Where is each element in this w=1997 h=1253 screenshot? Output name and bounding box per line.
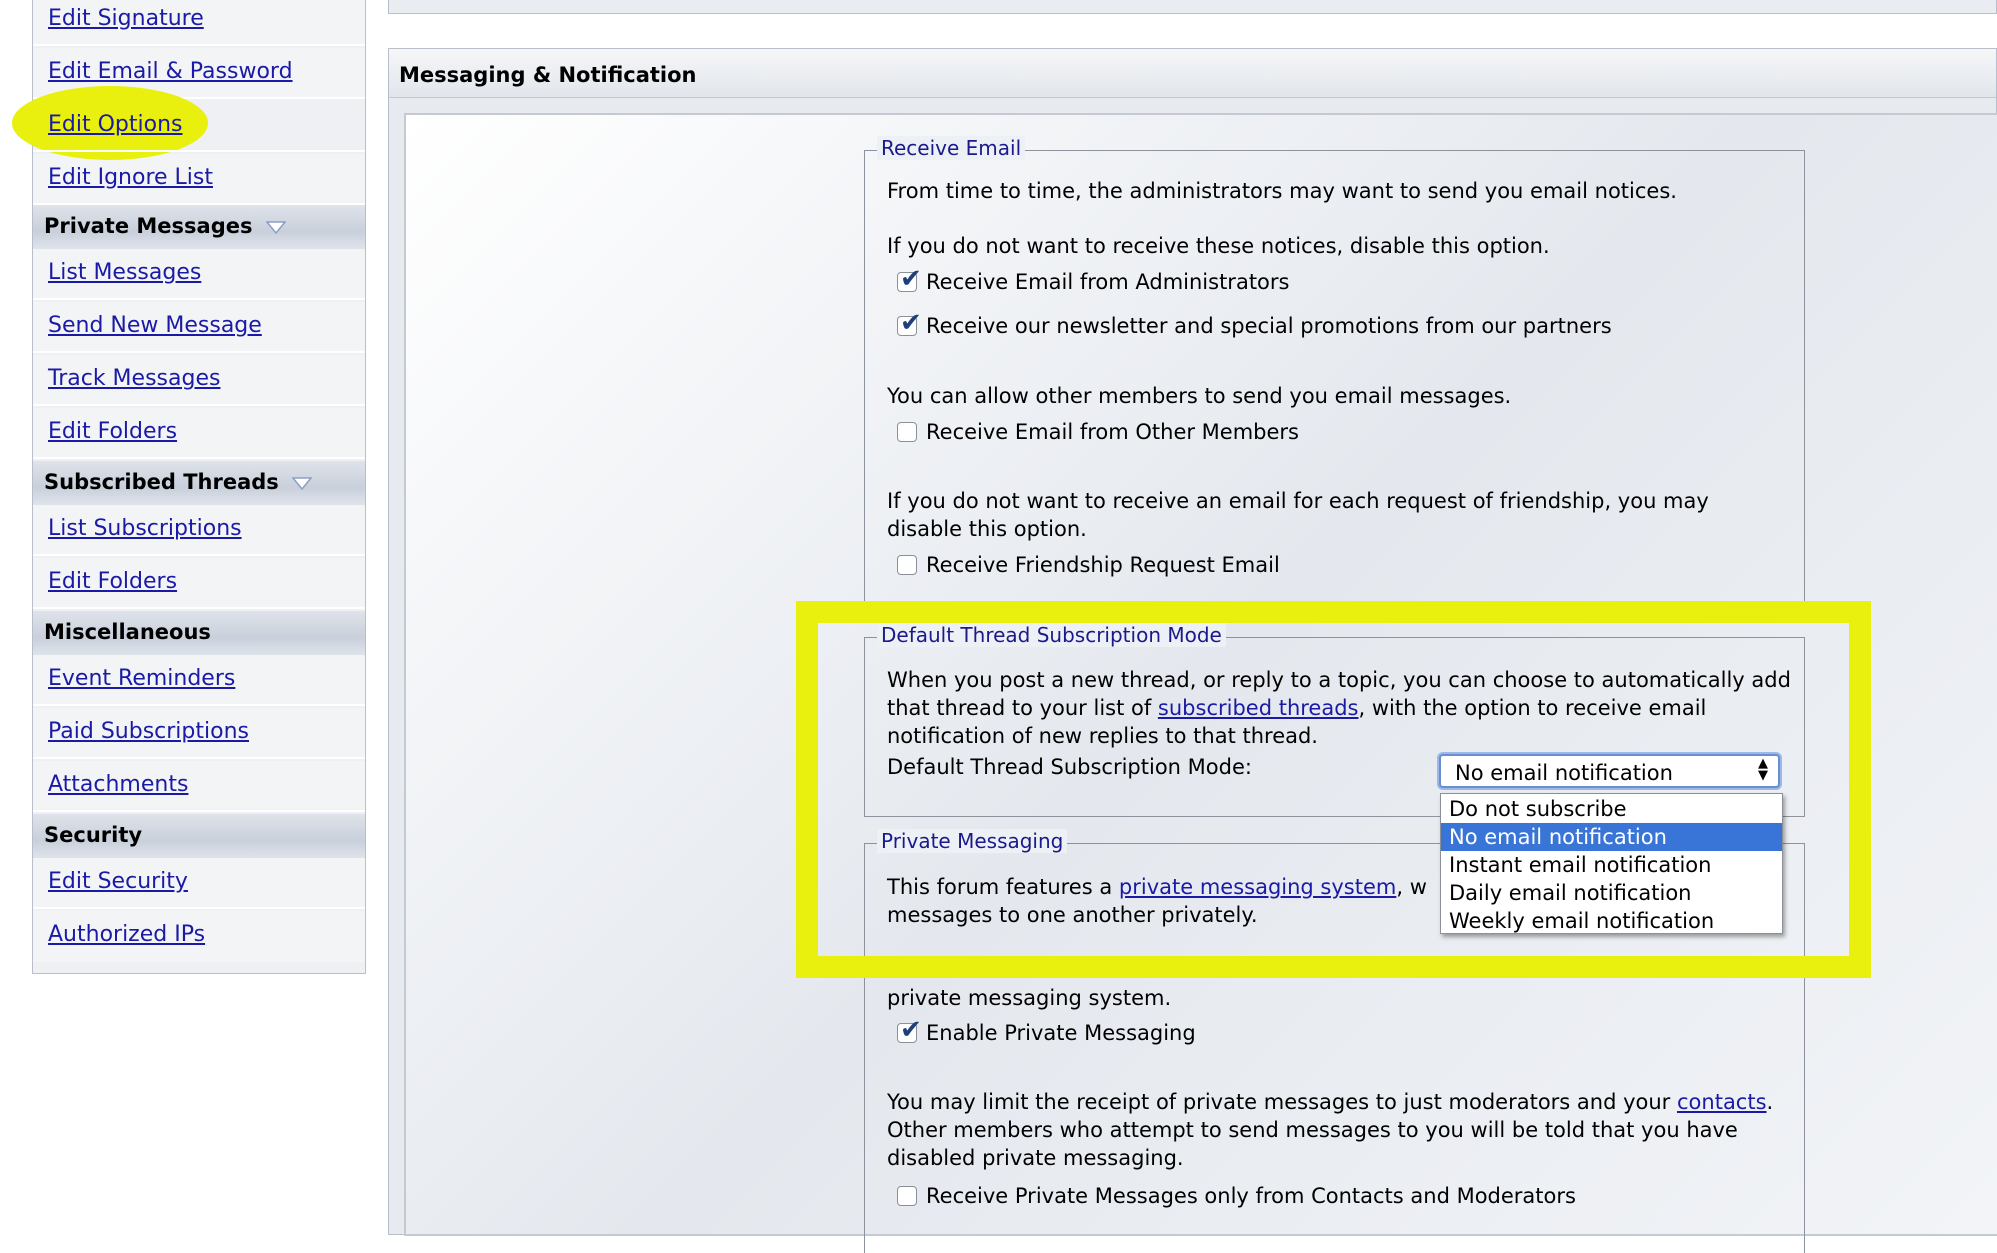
pm-text-after: , w bbox=[1396, 875, 1427, 899]
sidebar-item-edit-folders-2[interactable] bbox=[33, 558, 365, 609]
thread-mode-field-label: Default Thread Subscription Mode: bbox=[887, 755, 1252, 779]
sidebar-item-paid-subscriptions[interactable] bbox=[33, 708, 365, 759]
checkbox-label[interactable]: Receive Email from Other Members bbox=[926, 420, 1299, 444]
option-weekly-email-notification[interactable]: Weekly email notification bbox=[1449, 909, 1715, 933]
checkbox-row-newsletter[interactable] bbox=[897, 308, 1612, 338]
pm-limit-before: You may limit the receipt of private messages to just moderators and your bbox=[887, 1090, 1677, 1114]
pm-text-before: This forum features a bbox=[887, 875, 1119, 899]
check-icon: ✔ bbox=[900, 308, 922, 338]
checkbox-members[interactable] bbox=[897, 422, 917, 442]
thread-mode-description bbox=[887, 666, 1797, 750]
checkbox-enable-pm[interactable] bbox=[897, 1015, 922, 1045]
sidebar-item-track-messages[interactable] bbox=[33, 355, 365, 406]
sidebar-item-edit-options[interactable] bbox=[33, 101, 365, 152]
top-panel-edge bbox=[388, 0, 1997, 14]
check-icon: ✔ bbox=[900, 1015, 922, 1045]
checkbox-row-admin[interactable] bbox=[897, 264, 1290, 294]
receive-email-disable-note: If you do not want to receive these notices, disable this option. bbox=[887, 234, 1550, 258]
private-messaging-system-note: private messaging system. bbox=[887, 986, 1172, 1010]
legend-thread-mode: Default Thread Subscription Mode bbox=[877, 623, 1226, 647]
checkbox-label[interactable]: Receive our newsletter and special promotions from our partners bbox=[926, 314, 1612, 338]
sidebar-item-label[interactable]: Attachments bbox=[48, 772, 189, 797]
triangle-down-icon[interactable] bbox=[266, 220, 286, 234]
receive-email-friendship-note: If you do not want to receive an email for each request of friendship, you may disable this option. bbox=[887, 489, 1709, 541]
checkbox-admin[interactable] bbox=[897, 264, 922, 294]
panel-header bbox=[389, 49, 1996, 98]
sidebar-item-label[interactable]: Authorized IPs bbox=[48, 922, 206, 947]
fieldset-receive-email bbox=[864, 136, 1805, 610]
page-title: Messaging & Notification bbox=[399, 63, 697, 87]
thread-mode-text-before: When you post a new thread, or reply to a topic, you can choose to automatically add that thread to your list of bbox=[887, 668, 1791, 720]
triangle-down-icon[interactable] bbox=[292, 476, 312, 490]
sidebar-item-label[interactable]: Paid Subscriptions bbox=[48, 719, 249, 744]
checkbox-label[interactable]: Receive Friendship Request Email bbox=[926, 553, 1280, 577]
sidebar bbox=[32, 0, 366, 974]
sidebar-item-edit-folders[interactable] bbox=[33, 408, 365, 459]
sidebar-header-label: Security bbox=[44, 823, 143, 847]
receive-email-intro: From time to time, the administrators may want to send you email notices. bbox=[887, 179, 1677, 203]
checkbox-row-enable-pm[interactable] bbox=[897, 1015, 1196, 1045]
sidebar-header-private-messages[interactable] bbox=[33, 205, 365, 249]
option-do-not-subscribe[interactable]: Do not subscribe bbox=[1449, 797, 1627, 821]
sidebar-item-list-messages[interactable] bbox=[33, 249, 365, 300]
sidebar-header-label: Miscellaneous bbox=[44, 620, 211, 644]
sidebar-header-label: Subscribed Threads bbox=[44, 470, 279, 494]
select-value[interactable]: No email notification bbox=[1455, 761, 1673, 785]
thread-mode-select[interactable] bbox=[1439, 754, 1780, 788]
sidebar-item-edit-ignore-list[interactable] bbox=[33, 154, 365, 205]
receive-email-members-note: You can allow other members to send you email messages. bbox=[887, 384, 1512, 408]
checkbox-label[interactable]: Receive Private Messages only from Contacts and Moderators bbox=[926, 1184, 1576, 1208]
private-messaging-limit-note bbox=[887, 1088, 1797, 1172]
checkbox-row-limit-pm[interactable] bbox=[897, 1184, 1576, 1208]
sidebar-item-label[interactable]: Edit Security bbox=[48, 869, 188, 894]
sidebar-header-subscribed-threads[interactable] bbox=[33, 461, 365, 505]
contacts-link[interactable]: contacts bbox=[1677, 1090, 1767, 1114]
sidebar-item-label[interactable]: Event Reminders bbox=[48, 666, 236, 691]
sidebar-item-send-new-message[interactable] bbox=[33, 302, 365, 353]
sidebar-header-label: Private Messages bbox=[44, 214, 253, 238]
option-no-email-notification[interactable]: No email notification bbox=[1441, 823, 1782, 851]
checkbox-label[interactable]: Enable Private Messaging bbox=[926, 1021, 1196, 1045]
thread-mode-text-after: , with the option to receive email notification of new replies to that thread. bbox=[887, 696, 1707, 748]
checkbox-row-members[interactable] bbox=[897, 420, 1299, 444]
pm-text-line2: messages to one another privately. bbox=[887, 903, 1258, 927]
thread-mode-dropdown[interactable] bbox=[1440, 793, 1783, 934]
sidebar-header-security bbox=[33, 814, 365, 858]
sidebar-header-miscellaneous bbox=[33, 611, 365, 655]
sidebar-item-label[interactable]: Send New Message bbox=[48, 313, 262, 338]
sidebar-item-event-reminders[interactable] bbox=[33, 655, 365, 706]
private-messaging-system-link[interactable]: private messaging system bbox=[1118, 875, 1397, 899]
checkbox-limit-pm[interactable] bbox=[897, 1186, 917, 1206]
updown-arrows-icon[interactable]: ▲ ▼ bbox=[1758, 756, 1768, 783]
sidebar-item-attachments[interactable] bbox=[33, 761, 365, 812]
fieldset-thread-mode bbox=[864, 623, 1805, 817]
pm-limit-after: . Other members who attempt to send messages to you will be told that you have disabled private messaging. bbox=[887, 1090, 1774, 1170]
check-icon: ✔ bbox=[900, 264, 922, 294]
sidebar-item-label[interactable]: Edit Folders bbox=[48, 569, 178, 594]
sidebar-item-edit-signature[interactable] bbox=[33, 0, 365, 46]
sidebar-item-authorized-ips[interactable] bbox=[33, 911, 365, 962]
option-instant-email-notification[interactable]: Instant email notification bbox=[1449, 853, 1712, 877]
sidebar-item-label[interactable]: Edit Options bbox=[48, 112, 183, 137]
checkbox-row-friendship[interactable] bbox=[897, 553, 1280, 577]
sidebar-item-label[interactable]: Edit Ignore List bbox=[48, 165, 213, 190]
sidebar-item-label[interactable]: List Messages bbox=[48, 260, 202, 285]
legend-receive-email: Receive Email bbox=[877, 136, 1025, 160]
option-daily-email-notification[interactable]: Daily email notification bbox=[1449, 881, 1692, 905]
checkbox-newsletter[interactable] bbox=[897, 308, 922, 338]
sidebar-item-list-subscriptions[interactable] bbox=[33, 505, 365, 556]
subscribed-threads-link[interactable]: subscribed threads bbox=[1157, 696, 1359, 720]
sidebar-item-label[interactable]: Edit Email & Password bbox=[48, 59, 293, 84]
sidebar-item-edit-security[interactable] bbox=[33, 858, 365, 909]
sidebar-item-label[interactable]: Track Messages bbox=[48, 366, 221, 391]
checkbox-label[interactable]: Receive Email from Administrators bbox=[926, 270, 1290, 294]
checkbox-friendship[interactable] bbox=[897, 555, 917, 575]
sidebar-item-label[interactable]: List Subscriptions bbox=[48, 516, 242, 541]
sidebar-item-label[interactable]: Edit Signature bbox=[48, 6, 204, 31]
legend-private-messaging: Private Messaging bbox=[877, 829, 1067, 853]
sidebar-item-label[interactable]: Edit Folders bbox=[48, 419, 178, 444]
